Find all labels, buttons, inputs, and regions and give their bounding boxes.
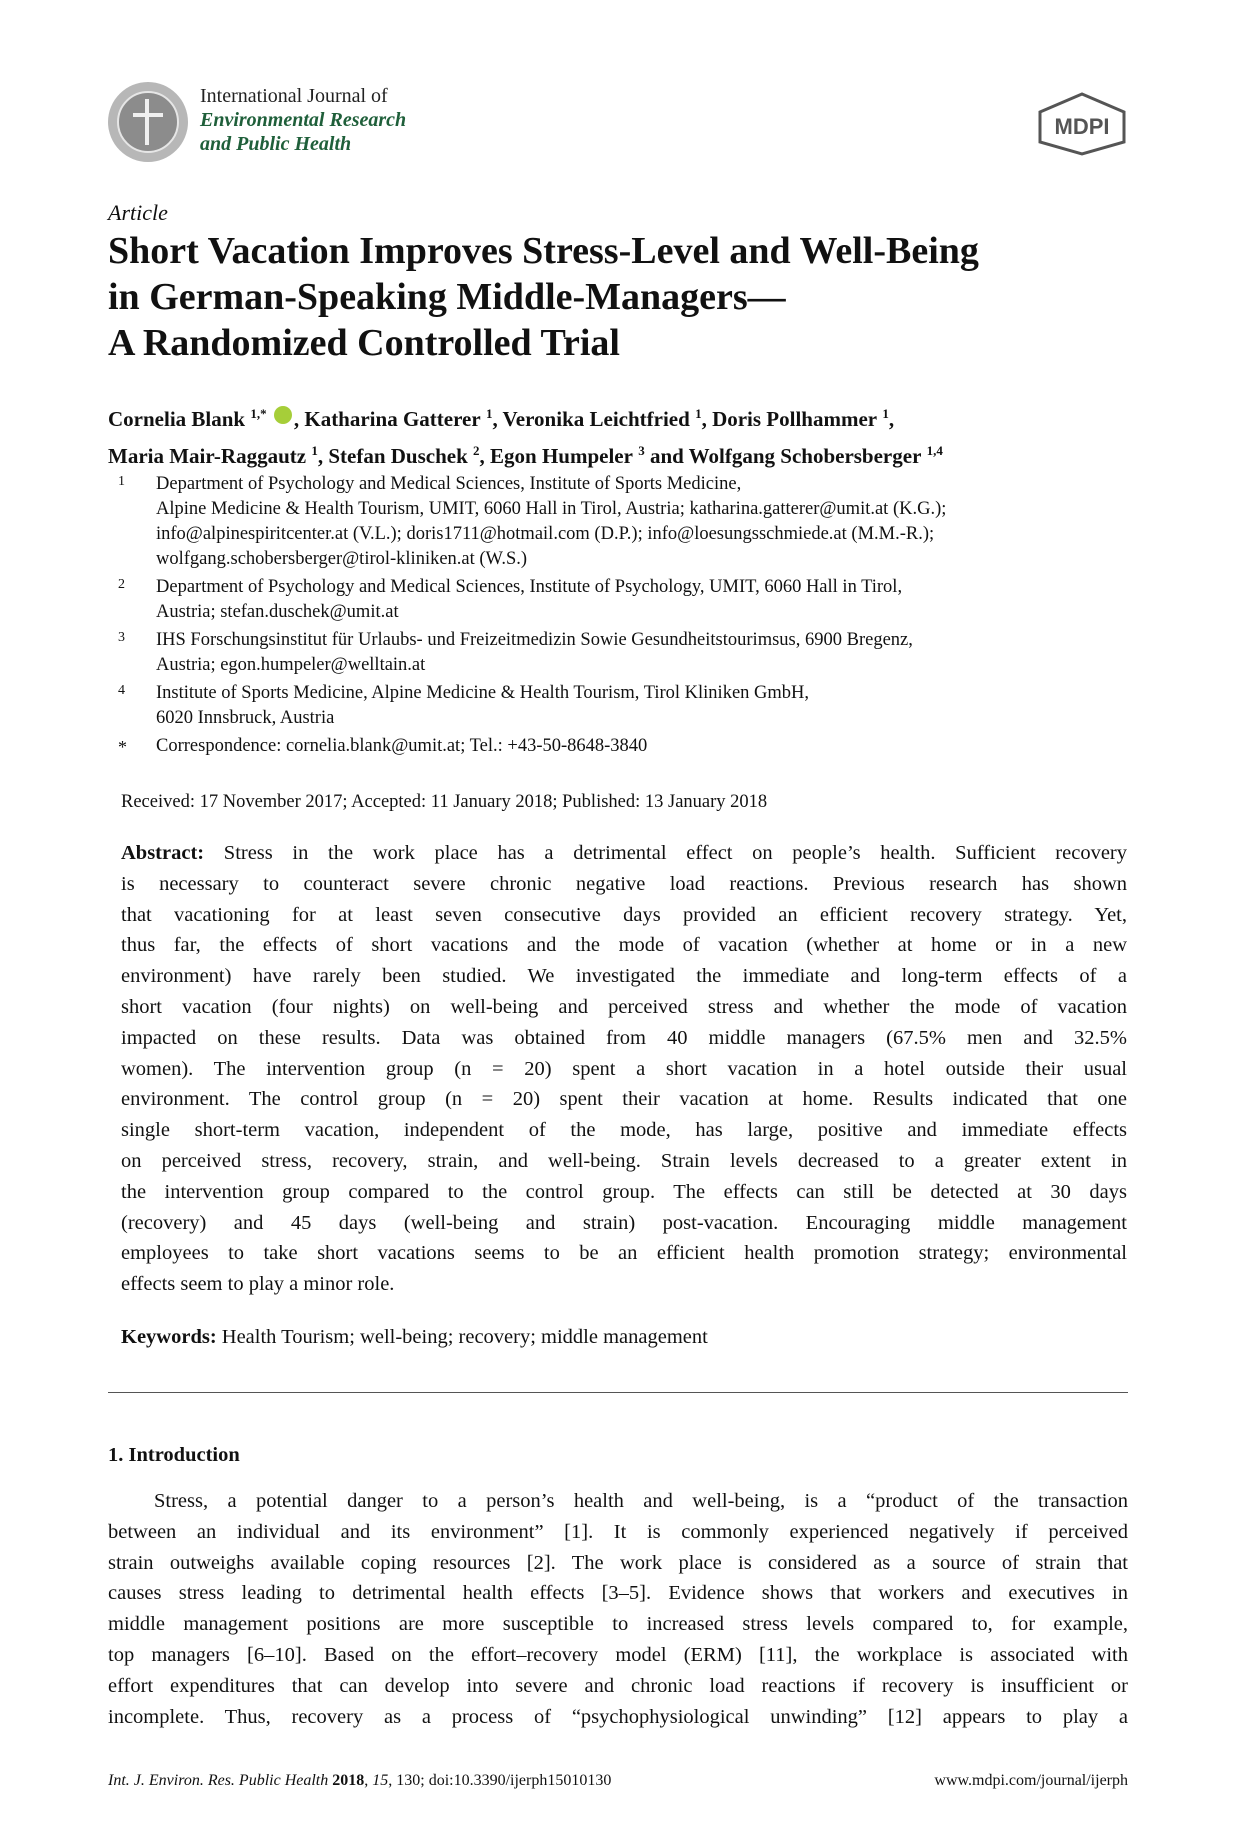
correspondence-marker: * [118,737,127,757]
journal-logo-icon [108,82,188,162]
author-name[interactable]: Maria Mair-Raggautz [108,444,307,468]
author-affiliation: 1,4 [926,443,943,458]
affiliation-number: 1 [118,474,125,489]
author-name[interactable]: Cornelia Blank [108,407,246,431]
abstract-line: impacted on these results. Data was obtained from 40 middle managers (67.5% men and 32.5% [121,1026,1127,1049]
author-affiliation: 1,* [250,406,267,421]
author-name[interactable]: , Doris Pollhammer [701,407,878,431]
intro-line: top managers [6–10]. Based on the effort–recovery model (ERM) [11], the workplace is associated with [108,1643,1128,1666]
abstract-text: Stress in the work place has a detrimental effect on people’s health. Sufficient recovery [204,842,1127,864]
citation-info: Int. J. Environ. Res. Public Health 2018, 15, 130; doi:10.3390/ijerph15010130 [108,1772,612,1789]
journal-name-line2: Environmental Research [200,109,407,131]
author-separator: , [888,407,895,431]
author-affiliation: 1 [485,406,493,421]
journal-header [108,82,1128,172]
affiliation-line: wolfgang.schobersberger@tirol-kliniken.at (W.S.) [156,549,528,569]
introduction-body [108,1486,1128,1732]
keywords-text: Health Tourism; well-being; recovery; middle management [216,1326,708,1348]
intro-line: strain outweighs available coping resources [2]. The work place is considered as a source of strain that [108,1551,1128,1574]
abstract-line: thus far, the effects of short vacations and the mode of vacation (whether at home or in a new [121,934,1127,957]
intro-line: middle management positions are more susceptible to increased stress levels compared to, for example, [108,1613,1128,1636]
affiliation-item [118,575,1138,625]
abstract-line: women). The intervention group (n = 20) spent a short vacation in a hotel outside their usual [121,1057,1127,1080]
author-name[interactable]: , Egon Humpeler [479,444,633,468]
journal-name [200,84,406,156]
abstract-line: on perceived stress, recovery, strain, and well-being. Strain levels decreased to a greater extent in [121,1149,1127,1172]
footer-journal: Int. J. Environ. Res. Public Health [108,1772,329,1789]
section-title: 1. Introduction [108,1444,240,1466]
correspondence-line: Correspondence: cornelia.blank@umit.at; Tel.: +43-50-8648-3840 [156,736,648,756]
abstract-line: environment) have rarely been studied. We investigated the immediate and long-term effects of a [121,965,1127,988]
intro-line: between an individual and its environment” [1]. It is commonly experienced negatively if perceived [108,1520,1128,1543]
affiliation-item [118,472,1138,572]
abstract [121,838,1127,1300]
author-affiliation: 1 [882,406,889,421]
abstract-line: environment. The control group (n = 20) spent their vacation at home. Results indicated that one [121,1088,1127,1111]
mdpi-logo-icon [1036,92,1128,156]
publication-dates: Received: 17 November 2017; Accepted: 11 January 2018; Published: 13 January 2018 [121,792,768,812]
intro-line: effort expenditures that can develop into severe and chronic load reactions if recovery is insufficient or [108,1674,1128,1697]
abstract-line: is necessary to counteract severe chronic negative load reactions. Previous research has shown [121,872,1127,895]
author-line-1 [108,398,1148,435]
correspondence [118,734,1138,760]
affiliation-line: 6020 Innsbruck, Austria [156,708,335,728]
abstract-line [121,838,1127,869]
affiliation-line: IHS Forschungsinstitut für Urlaubs- und Freizeitmedizin Sowie Gesundheitstourimsus, 6900 Bregenz, [156,630,913,650]
author-affiliation: 1 [695,406,702,421]
abstract-line: (recovery) and 45 days (well-being and strain) post-vacation. Encouraging middle management [121,1211,1127,1234]
abstract-line: short vacation (four nights) on well-being and perceived stress and whether the mode of vacation [121,995,1127,1018]
journal-url-link[interactable]: www.mdpi.com/journal/ijerph [934,1772,1128,1789]
author-name[interactable]: , Katharina Gatterer [293,407,481,431]
abstract-line: that vacationing for at least seven consecutive days provided an efficient recovery strategy. Yet, [121,903,1127,926]
section-divider [108,1392,1128,1393]
footer-doi[interactable]: , 130; doi:10.3390/ijerph15010130 [388,1772,612,1789]
affiliations [118,472,1138,763]
author-name[interactable]: , Stefan Duschek [317,444,468,468]
abstract-label: Abstract: [121,842,205,864]
mdpi-logo-text: MDPI [1054,114,1110,139]
title-line: A Randomized Controlled Trial [108,322,620,364]
footer-volume: 15 [372,1772,389,1789]
intro-line: Stress, a potential danger to a person’s health and well-being, is a “product of the transaction [154,1490,1128,1512]
affiliation-number: 4 [118,683,125,698]
journal-name-line3: and Public Health [200,133,352,155]
intro-line: causes stress leading to detrimental health effects [3–5]. Evidence shows that workers and executives in [108,1582,1128,1605]
title-line: Short Vacation Improves Stress-Level and Well-Being [108,230,979,272]
affiliation-item [118,628,1138,678]
author-name[interactable]: and Wolfgang Schobersberger [644,444,922,468]
affiliation-line: Institute of Sports Medicine, Alpine Medicine & Health Tourism, Tirol Kliniken GmbH, [156,683,810,703]
title-line: in German-Speaking Middle-Managers— [108,276,786,318]
affiliation-number: 3 [118,630,125,645]
author-affiliation: 2 [473,443,480,458]
keywords [121,1326,708,1349]
footer-year: 2018 [332,1772,365,1789]
affiliation-line: Austria; egon.humpeler@welltain.at [156,655,426,675]
abstract-line: single short-term vacation, independent of the mode, has large, positive and immediate effects [121,1119,1127,1142]
journal-name-line1: International Journal of [200,85,388,107]
paper-title [108,228,1138,366]
author-name[interactable]: , Veronika Leichtfried [492,407,690,431]
abstract-line: employees to take short vacations seems to be an efficient health promotion strategy; environmental [121,1242,1127,1265]
affiliation-line: info@alpinespiritcenter.at (V.L.); doris1711@hotmail.com (D.P.); info@loesungsschmiede.at (M.M.-R.); [156,524,935,544]
abstract-line: the intervention group compared to the control group. The effects can still be detected at 30 days [121,1180,1127,1203]
affiliation-number: 2 [118,577,125,592]
orcid-icon[interactable] [274,406,292,424]
affiliation-line: Department of Psychology and Medical Sciences, Institute of Sports Medicine, [156,474,742,494]
article-type: Article [108,200,168,225]
keywords-label: Keywords: [121,1326,217,1348]
affiliation-line: Austria; stefan.duschek@umit.at [156,602,399,622]
author-line-2 [108,435,1148,472]
intro-line: incomplete. Thus, recovery as a process of “psychophysiological unwinding” [12] appears to play a [108,1705,1128,1728]
author-list [108,398,1148,472]
author-affiliation: 3 [638,443,645,458]
author-affiliation: 1 [311,443,318,458]
affiliation-line: Alpine Medicine & Health Tourism, UMIT, 6060 Hall in Tirol, Austria; katharina.gatterer@umit.at (K.G.); [156,499,947,519]
abstract-line: effects seem to play a minor role. [121,1273,395,1296]
affiliation-item [118,681,1138,731]
affiliation-line: Department of Psychology and Medical Sciences, Institute of Psychology, UMIT, 6060 Hall in Tirol, [156,577,903,597]
